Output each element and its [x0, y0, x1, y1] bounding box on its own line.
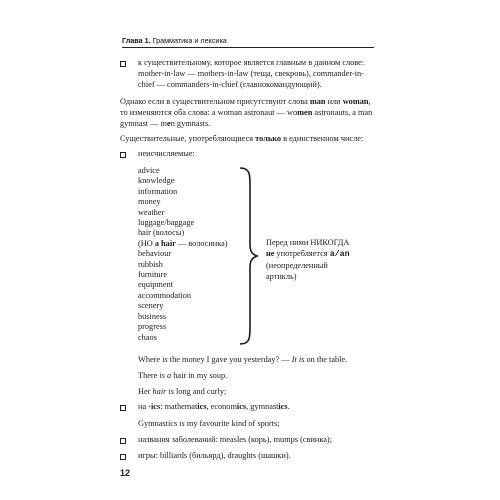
list-item: luggage/baggage	[138, 218, 195, 228]
bullet2-label: неисчисляемые:	[138, 149, 195, 158]
bullet1-line3: chief — commanders-in-chief (главнокомандующий).	[138, 80, 322, 89]
chapter-title: Грамматика и лексика	[152, 36, 227, 45]
list-item: progress	[138, 322, 167, 332]
page-number: 12	[120, 468, 131, 478]
uncountable-list	[138, 166, 228, 343]
bullet1-line1: к существительному, которое является главным в данном слове:	[138, 58, 365, 67]
list-item: business	[138, 311, 167, 321]
list-item: chaos	[138, 332, 157, 342]
chapter-label: Глава 1.	[122, 36, 151, 45]
list-item: accommodation	[138, 290, 191, 300]
list-item: hair (волосы)	[138, 228, 185, 238]
checkbox-bullet-icon	[120, 152, 126, 158]
list-item: behaviour	[138, 249, 172, 259]
list-item: money	[138, 197, 161, 207]
para1-line1: Однако если в существительном присутствуют слова man или woman,	[120, 97, 371, 106]
example-1: Where is the money I gave you yesterday? — It is on the table.	[138, 355, 348, 364]
list-item: scenery	[138, 301, 164, 311]
running-header	[122, 36, 227, 45]
list-item: furniture	[138, 270, 168, 280]
checkbox-bullet-icon	[120, 438, 126, 444]
curly-brace-icon	[236, 166, 260, 346]
para1-line3: gymnast — men gymnasts.	[120, 119, 211, 128]
list-item: rubbish	[138, 259, 163, 269]
header-rule	[122, 47, 374, 48]
list-item: information	[138, 186, 178, 196]
bullet1-line2: mother-in-law — mothers-in-law (теща, свекровь), commander-in-	[138, 69, 364, 78]
bullet5: игры: billiards (бильярд), draughts (шашки).	[138, 451, 291, 460]
list-item: equipment	[138, 280, 174, 290]
list-item: advice	[138, 166, 160, 175]
para1-line2: то изменяются оба слова: a woman astronaut — women astronauts, a man	[120, 108, 373, 117]
bullet4: названия заболеваний: measles (корь), mumps (свинка);	[138, 435, 333, 444]
list-item: weather	[138, 207, 165, 217]
list-item: knowledge	[138, 176, 175, 186]
para2: Существительные, употребляющиеся только в единственном числе:	[120, 134, 364, 143]
list-item: (НО a hair — волосинка)	[138, 238, 228, 248]
example-2: There is a hair in my soup.	[138, 371, 228, 380]
checkbox-bullet-icon	[120, 405, 126, 411]
bullet3: на -ics: mathematics, economics, gymnastics.	[138, 402, 290, 411]
brace-note: Перед ними НИКОГДА не употребляется a/an (неопределенный артикль)	[266, 238, 350, 281]
checkbox-bullet-icon	[120, 61, 126, 67]
example-3: Her hair is long and curly;	[138, 387, 227, 396]
checkbox-bullet-icon	[120, 454, 126, 460]
example-4: Gymnastics is my favourite kind of sports;	[138, 419, 280, 428]
